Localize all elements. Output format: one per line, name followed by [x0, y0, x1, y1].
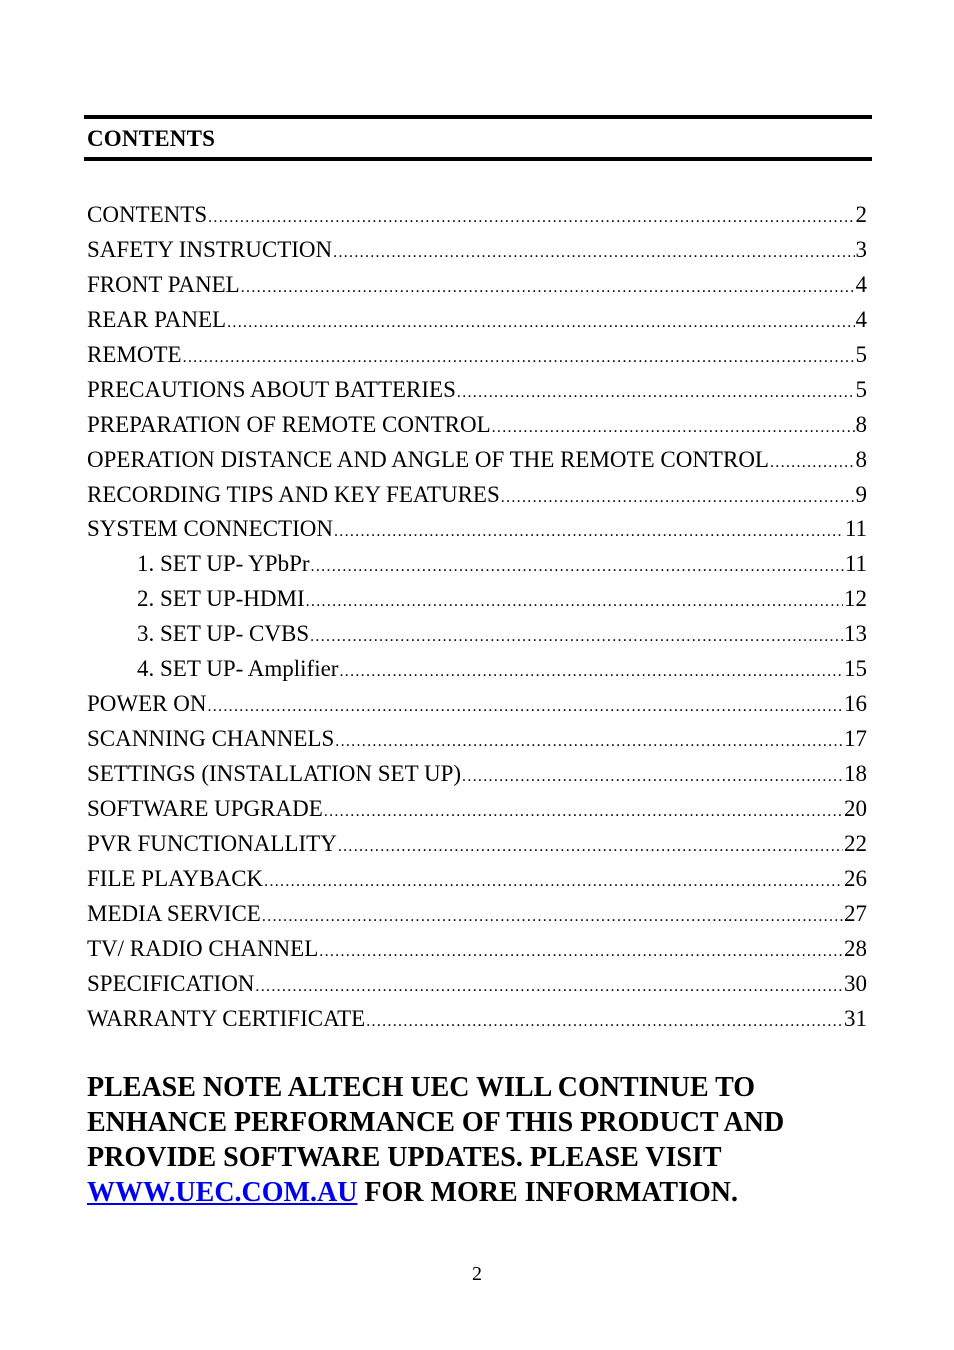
toc-entry[interactable] — [87, 687, 867, 722]
toc-entry[interactable] — [87, 582, 867, 617]
toc-dot-leader — [501, 481, 855, 516]
toc-dot-leader — [255, 970, 843, 1005]
toc-dot-leader — [262, 900, 843, 935]
toc-dot-leader — [338, 830, 843, 865]
toc-entry[interactable] — [87, 1002, 867, 1037]
toc-entry-page: 20 — [844, 795, 867, 821]
toc-entry-page: 12 — [844, 586, 867, 612]
toc-entry[interactable] — [87, 233, 867, 268]
toc-entry-page: 13 — [844, 621, 867, 647]
toc-entry-title: PVR FUNCTIONALLITY — [87, 830, 337, 856]
toc-entry-page: 22 — [844, 830, 867, 856]
toc-dot-leader — [264, 865, 843, 900]
software-update-notice — [87, 1070, 847, 1210]
toc-dot-leader — [339, 655, 843, 690]
toc-entry[interactable] — [87, 967, 867, 1002]
toc-entry-page: 26 — [844, 865, 867, 891]
toc-entry-title: WARRANTY CERTIFICATE — [87, 1005, 366, 1031]
toc-entry-page: 18 — [844, 761, 867, 786]
toc-entry-page: 5 — [855, 341, 867, 367]
toc-entry-page: 16 — [844, 691, 867, 717]
toc-dot-leader — [207, 690, 843, 725]
toc-dot-leader — [208, 201, 854, 236]
notice-text-before: PLEASE NOTE ALTECH UEC WILL CONTINUE TO ENHANCE PERFORMANCE OF THIS PRODUCT AND PROVIDE SOFTWARE UPDATES. PLEASE VISIT — [87, 1072, 785, 1173]
toc-entry-page: 9 — [855, 481, 867, 507]
toc-dot-leader — [306, 585, 843, 620]
toc-entry[interactable] — [87, 792, 867, 827]
toc-dot-leader — [333, 236, 854, 271]
toc-dot-leader — [366, 1005, 843, 1040]
toc-entry-title: FILE PLAYBACK — [87, 865, 264, 891]
toc-entry-title: SETTINGS (INSTALLATION SET UP) — [87, 761, 462, 786]
toc-entry-page: 31 — [844, 1005, 867, 1031]
toc-entry[interactable] — [87, 827, 867, 862]
toc-entry[interactable] — [87, 478, 867, 513]
toc-entry-page: 28 — [844, 935, 867, 961]
toc-entry-title: MEDIA SERVICE — [87, 900, 261, 926]
toc-dot-leader — [227, 306, 854, 341]
toc-dot-leader — [492, 411, 855, 446]
toc-entry-title: TV/ RADIO CHANNEL — [87, 935, 319, 961]
toc-entry[interactable] — [87, 198, 867, 233]
toc-entry[interactable] — [87, 408, 867, 443]
toc-entry-title: SPECIFICATION — [87, 970, 255, 996]
toc-dot-leader — [319, 935, 843, 970]
toc-dot-leader — [334, 515, 844, 550]
toc-dot-leader — [183, 341, 855, 376]
toc-entry-title: REMOTE — [87, 341, 182, 367]
toc-entry[interactable] — [87, 722, 867, 757]
toc-dot-leader — [324, 795, 843, 830]
toc-entry-page: 5 — [855, 376, 867, 402]
toc-entry[interactable] — [87, 268, 867, 303]
toc-entry-title: RECORDING TIPS AND KEY FEATURES — [87, 481, 500, 507]
page-title: CONTENTS — [87, 126, 216, 151]
toc-entry-title: POWER ON — [87, 691, 207, 717]
toc-entry-title: SCANNING CHANNELS — [87, 726, 335, 752]
toc-entry-page: 4 — [855, 306, 867, 332]
toc-entry-title: CONTENTS — [87, 202, 208, 227]
toc-entry-title: 4. SET UP- Amplifier — [137, 656, 339, 682]
uec-website-link[interactable]: WWW.UEC.COM.AU — [87, 1177, 358, 1208]
notice-text-after: FOR MORE INFORMATION. — [357, 1177, 738, 1208]
toc-entry-title: 2. SET UP-HDMI — [137, 586, 305, 612]
toc-entry-page: 8 — [855, 446, 867, 472]
header-bottom-rule — [84, 157, 872, 161]
toc-entry-title: OPERATION DISTANCE AND ANGLE OF THE REMOTE CONTROL — [87, 446, 769, 472]
toc-entry[interactable] — [87, 547, 867, 582]
toc-entry-title: REAR PANEL — [87, 306, 227, 332]
toc-dot-leader — [311, 550, 844, 585]
toc-entry-title: SAFETY INSTRUCTION — [87, 236, 333, 262]
toc-entry-page: 8 — [855, 411, 867, 437]
toc-entry[interactable] — [87, 303, 867, 338]
table-of-contents — [87, 198, 867, 1037]
page-number: 2 — [472, 1263, 482, 1285]
toc-entry-title: PRECAUTIONS ABOUT BATTERIES — [87, 376, 456, 402]
toc-dot-leader — [770, 446, 855, 481]
toc-dot-leader — [335, 725, 843, 760]
toc-entry-title: 1. SET UP- YPbPr — [137, 551, 310, 577]
toc-entry-page: 4 — [855, 271, 867, 297]
toc-entry-title: PREPARATION OF REMOTE CONTROL — [87, 411, 491, 437]
toc-entry-page: 11 — [844, 516, 867, 542]
toc-entry[interactable] — [87, 862, 867, 897]
toc-dot-leader — [310, 620, 843, 655]
toc-entry-page: 2 — [855, 202, 867, 227]
toc-entry-page: 17 — [844, 726, 867, 752]
toc-entry[interactable] — [87, 617, 867, 652]
toc-entry-title: FRONT PANEL — [87, 271, 240, 297]
toc-entry[interactable] — [87, 897, 867, 932]
toc-entry-page: 11 — [844, 551, 867, 577]
toc-entry-page: 27 — [844, 900, 867, 926]
toc-entry[interactable] — [87, 338, 867, 373]
toc-entry-title: SYSTEM CONNECTION — [87, 516, 333, 542]
toc-entry[interactable] — [87, 932, 867, 967]
toc-entry-page: 30 — [844, 970, 867, 996]
toc-entry-title: 3. SET UP- CVBS — [137, 621, 310, 647]
toc-entry[interactable] — [87, 443, 867, 478]
header-top-rule — [84, 115, 872, 119]
toc-entry-title: SOFTWARE UPGRADE — [87, 795, 323, 821]
toc-entry-page: 3 — [855, 236, 867, 262]
toc-entry[interactable] — [87, 373, 867, 408]
toc-dot-leader — [462, 760, 843, 795]
toc-entry[interactable] — [87, 652, 867, 687]
toc-dot-leader — [457, 376, 855, 411]
toc-dot-leader — [241, 271, 855, 306]
toc-entry[interactable] — [87, 757, 867, 792]
toc-entry[interactable] — [87, 512, 867, 547]
toc-entry-page: 15 — [844, 656, 867, 682]
